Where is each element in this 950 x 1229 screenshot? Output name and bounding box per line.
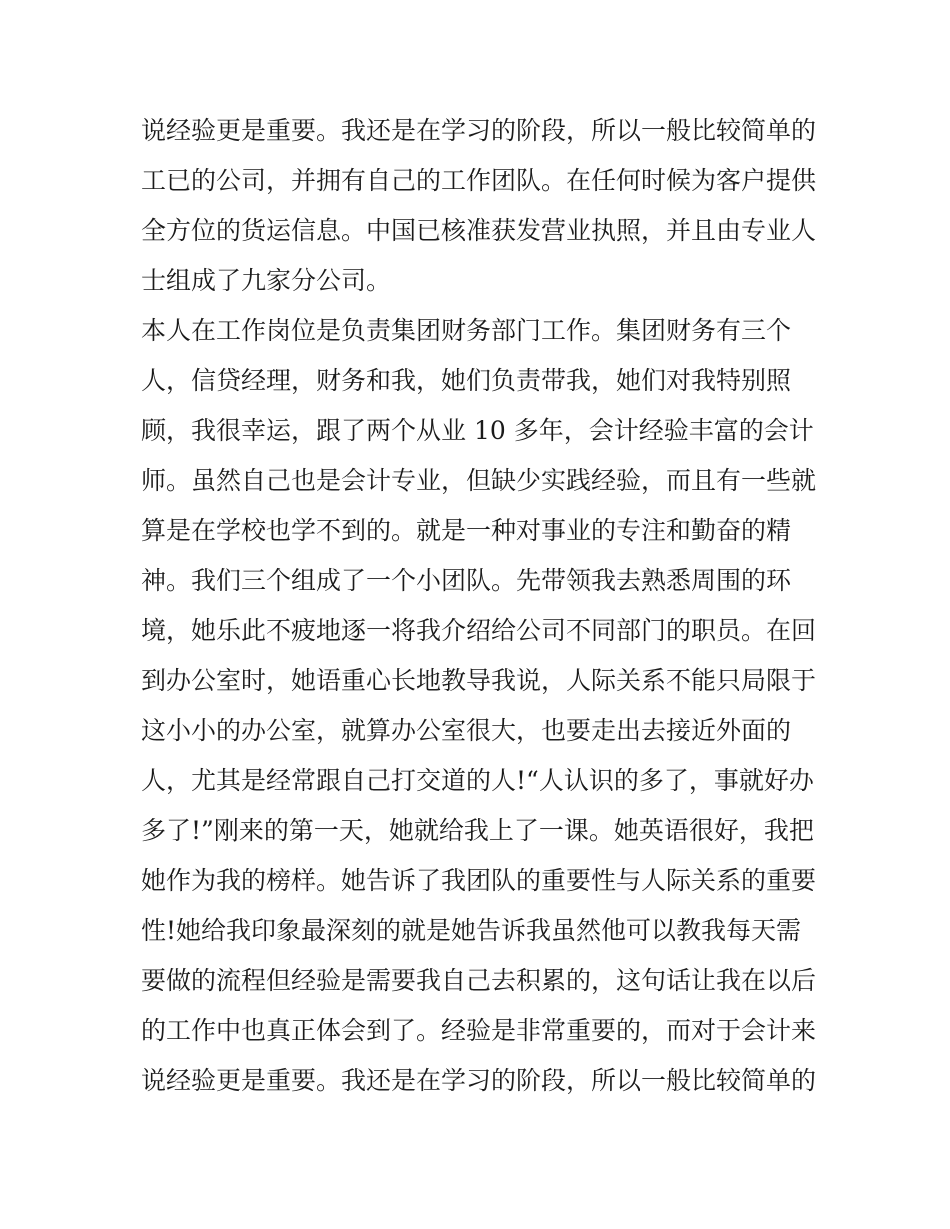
text-line-20: 说经验更是重要。我还是在学习的阶段，所以一般比较简单的 <box>141 1066 817 1095</box>
text-line-7: 顾，我很幸运，跟了两个从业 10 多年，会计经验丰富的会计 <box>141 416 814 445</box>
text-line-18: 要做的流程但经验是需要我自己去积累的，这句话让我在以后 <box>141 966 817 995</box>
text-line-19: 的工作中也真正体会到了。经验是非常重要的，而对于会计来 <box>141 1016 817 1045</box>
text-line-10: 神。我们三个组成了一个小团队。先带领我去熟悉周围的环 <box>141 566 792 595</box>
text-line-17: 性!她给我印象最深刻的就是她告诉我虽然他可以教我每天需 <box>141 916 802 945</box>
text-line-13: 这小小的办公室，就算办公室很大，也要走出去接近外面的 <box>141 716 792 745</box>
text-line-12: 到办公室时，她语重心长地教导我说，人际关系不能只局限于 <box>141 666 817 695</box>
text-line-9: 算是在学校也学不到的。就是一种对事业的专注和勤奋的精 <box>141 516 792 545</box>
text-line-16: 她作为我的榜样。她告诉了我团队的重要性与人际关系的重要 <box>141 866 817 895</box>
body-text <box>141 106 821 1106</box>
text-line-5: 本人在工作岗位是负责集团财务部门工作。集团财务有三个 <box>141 316 792 345</box>
text-line-15: 多了!”刚来的第一天，她就给我上了一课。她英语很好，我把 <box>141 816 814 845</box>
text-line-3: 全方位的货运信息。中国已核准获发营业执照，并且由专业人 <box>141 216 817 245</box>
text-line-11: 境，她乐此不疲地逐一将我介绍给公司不同部门的职员。在回 <box>141 616 817 645</box>
text-line-2: 工已的公司，并拥有自己的工作团队。在任何时候为客户提供 <box>141 166 817 195</box>
text-line-4: 士组成了九家分公司。 <box>141 266 392 295</box>
text-line-1: 说经验更是重要。我还是在学习的阶段，所以一般比较简单的 <box>141 116 817 145</box>
text-line-6: 人，信贷经理，财务和我，她们负责带我，她们对我特别照 <box>141 366 792 395</box>
text-line-8: 师。虽然自己也是会计专业，但缺少实践经验，而且有一些就 <box>141 466 817 495</box>
text-line-14: 人，尤其是经常跟自己打交道的人!“人认识的多了，事就好办 <box>141 766 814 795</box>
